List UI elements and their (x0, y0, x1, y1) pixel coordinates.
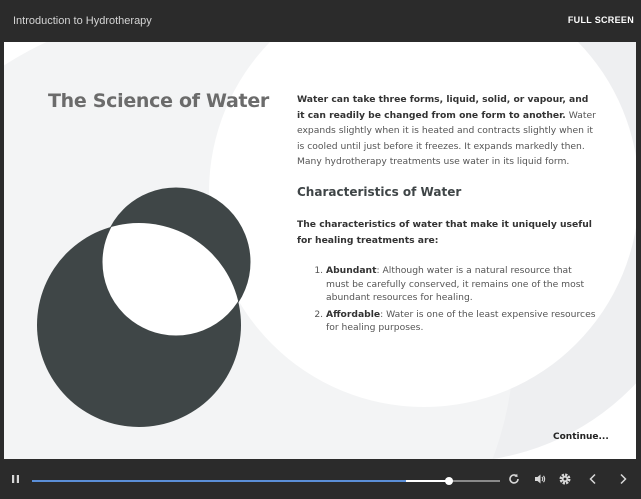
list-item (326, 308, 597, 335)
list-item (326, 264, 597, 305)
intro-body-text: Water expands slightly when it is heated and contracts slightly when it is cooled until just before it freezes. It expands markedly then. Many hydrotherapy treatments use water in its liquid form. (297, 109, 596, 168)
list-item-text: : Although water is a natural resource that must be carefully conserved, it remains one of the most abundant resources for healing. (326, 265, 585, 304)
pause-icon[interactable] (9, 472, 23, 486)
progress-thumb[interactable] (445, 477, 453, 485)
list-item-text: : Water is one of the least expensive resources for healing purposes. (326, 308, 596, 334)
characteristics-list (297, 264, 597, 335)
slide-title: The Science of Water (48, 90, 269, 112)
progress-fill (32, 480, 406, 482)
slide-canvas (4, 42, 636, 459)
slide-content (297, 92, 597, 338)
settings-icon[interactable] (558, 472, 572, 486)
section-heading: Characteristics of Water (297, 184, 462, 199)
top-bar (0, 0, 641, 42)
replay-icon[interactable] (507, 472, 521, 486)
intro-bold-text: Water can take three forms, liquid, solid, or vapour, and it can readily be changed from one form to another. (297, 94, 589, 121)
progress-bar[interactable] (32, 480, 500, 482)
section-intro: The characteristics of water that make it uniquely useful for healing treatments are: (297, 218, 592, 246)
previous-icon[interactable] (586, 472, 600, 486)
player-controls (0, 459, 641, 499)
fullscreen-button[interactable]: FULL SCREEN (567, 15, 634, 25)
list-item-term: Affordable (326, 308, 381, 320)
course-title: Introduction to Hydrotherapy (13, 15, 152, 27)
next-icon[interactable] (616, 472, 630, 486)
volume-icon[interactable] (533, 472, 547, 486)
intro-paragraph (297, 92, 597, 170)
continue-link[interactable]: Continue... (553, 432, 609, 442)
progress-buffer (406, 480, 448, 482)
list-item-term: Abundant (326, 265, 377, 277)
